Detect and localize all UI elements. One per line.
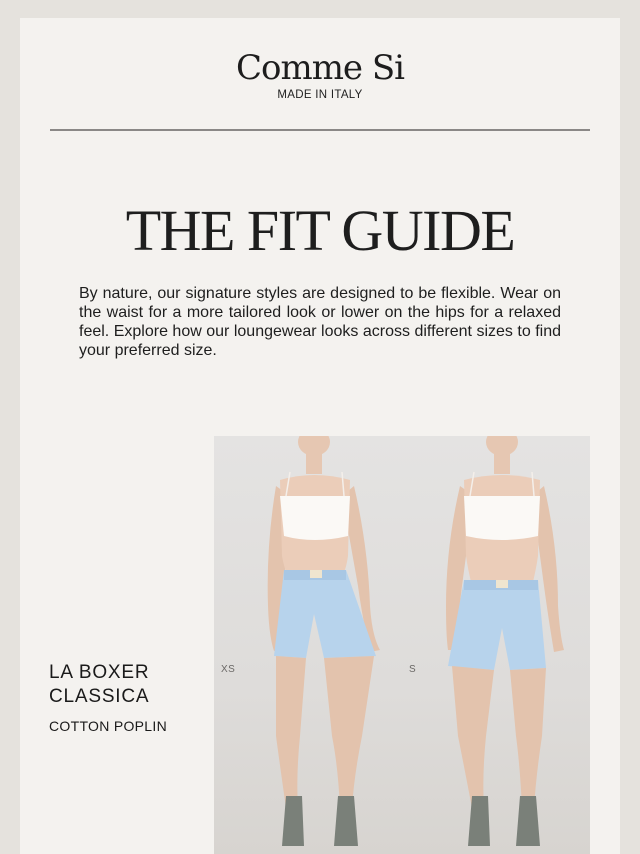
product-photo-xs[interactable] bbox=[214, 436, 402, 854]
product-photo-s[interactable] bbox=[402, 436, 590, 854]
intro-paragraph: By nature, our signature styles are designed to be flexible. Wear on the waist for a more tailored look or lower on the hips for a relaxed feel. Explore how our loungewear looks across different sizes to find your preferred size. bbox=[79, 285, 561, 359]
header-divider bbox=[50, 129, 590, 131]
size-label-s: S bbox=[409, 664, 417, 675]
size-label-xs: XS bbox=[221, 664, 236, 675]
model-figure-xs bbox=[214, 436, 402, 854]
page-title: THE FIT GUIDE bbox=[125, 198, 515, 263]
brand-tagline: MADE IN ITALY bbox=[277, 89, 363, 101]
product-name[interactable]: LA BOXER CLASSICA bbox=[49, 662, 150, 707]
email-card bbox=[20, 18, 620, 854]
brand-logo[interactable]: Comme Si bbox=[235, 48, 405, 88]
model-figure-s bbox=[402, 436, 590, 854]
product-fabric: COTTON POPLIN bbox=[49, 718, 167, 734]
